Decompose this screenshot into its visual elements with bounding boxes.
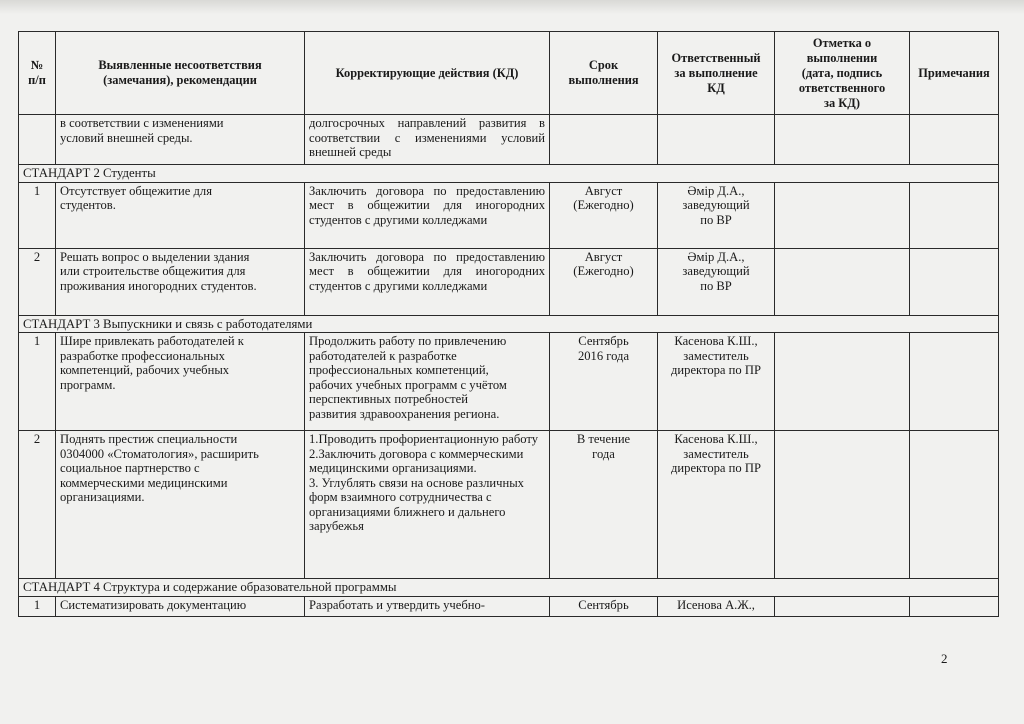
row-mark xyxy=(775,182,910,248)
row-deadline: Август (Ежегодно) xyxy=(550,248,658,315)
row-action-item: 3. Углублять связи на основе различных форм взаимного сотрудничества с организациями ближнего и дальнего зарубежья xyxy=(309,475,524,533)
row-num: 1 xyxy=(19,596,56,616)
row-action: Продолжить работу по привлечению работодателей к разработке профессиональных компетенций, рабочих учебных программ с учётом перспективных потребностей развития здравоохранения региона. xyxy=(305,333,550,431)
row-responsible: Әмір Д.А., заведующий по ВР xyxy=(658,248,775,315)
row-action: Разработать и утвердить учебно- xyxy=(305,596,550,616)
row-finding: Поднять престиж специальности 0304000 «Стоматология», расширить социальное партнерство с коммерческими медицинскими организациями. xyxy=(56,431,305,579)
row-num: 2 xyxy=(19,431,56,579)
row-action-item: 1.Проводить профориентационную работу xyxy=(309,432,539,446)
row-num: 2 xyxy=(19,248,56,315)
row-num: 1 xyxy=(19,333,56,431)
row-finding: Решать вопрос о выделении здания или строительстве общежития для проживания иногородних студентов. xyxy=(56,248,305,315)
carryover-mark xyxy=(775,115,910,165)
row-responsible: Әмір Д.А., заведующий по ВР xyxy=(658,182,775,248)
table-row xyxy=(19,333,999,431)
row-notes xyxy=(910,182,999,248)
row-notes xyxy=(910,431,999,579)
table-row xyxy=(19,431,999,579)
section-header-standard-3 xyxy=(19,315,999,333)
section-header-standard-4 xyxy=(19,579,999,597)
row-notes xyxy=(910,248,999,315)
row-mark xyxy=(775,596,910,616)
row-finding: Шире привлекать работодателей к разработке профессиональных компетенций, рабочих учебных программ. xyxy=(56,333,305,431)
section-title: СТАНДАРТ 3 Выпускники и связь с работодателями xyxy=(19,315,999,333)
header-notes: Примечания xyxy=(910,32,999,115)
row-action-list xyxy=(305,431,550,579)
row-action-item: 2.Заключить договора с коммерческими медицинскими организациями. xyxy=(309,446,524,475)
row-deadline: В течение года xyxy=(550,431,658,579)
row-responsible: Касенова К.Ш., заместитель директора по ПР xyxy=(658,333,775,431)
header-responsible: Ответственный за выполнение КД xyxy=(658,32,775,115)
row-mark xyxy=(775,333,910,431)
carryover-notes xyxy=(910,115,999,165)
carryover-finding: в соответствии с изменениями условий внешней среды. xyxy=(56,115,305,165)
row-responsible: Исенова А.Ж., xyxy=(658,596,775,616)
table-row xyxy=(19,248,999,315)
carryover-row xyxy=(19,115,999,165)
row-mark xyxy=(775,248,910,315)
table-row xyxy=(19,182,999,248)
corrective-actions-table xyxy=(18,31,999,617)
header-findings: Выявленные несоответствия (замечания), рекомендации xyxy=(56,32,305,115)
header-num: № п/п xyxy=(19,32,56,115)
carryover-deadline xyxy=(550,115,658,165)
row-finding: Систематизировать документацию xyxy=(56,596,305,616)
row-mark xyxy=(775,431,910,579)
row-deadline: Сентябрь 2016 года xyxy=(550,333,658,431)
row-deadline: Сентябрь xyxy=(550,596,658,616)
page-number: 2 xyxy=(941,651,948,666)
section-header-standard-2 xyxy=(19,165,999,183)
section-title: СТАНДАРТ 2 Студенты xyxy=(19,165,999,183)
row-deadline: Август (Ежегодно) xyxy=(550,182,658,248)
row-action: Заключить договора по предоставлению мест в общежитии для иногородних студентов с другими колледжами xyxy=(305,248,550,315)
carryover-action: долгосрочных направлений развития в соответствии с изменениями условий внешней среды xyxy=(305,115,550,165)
row-action: Заключить договора по предоставлению мест в общежитии для иногородних студентов с другими колледжами xyxy=(305,182,550,248)
carryover-num xyxy=(19,115,56,165)
header-completion-mark: Отметка о выполнении (дата, подпись ответственного за КД) xyxy=(775,32,910,115)
header-row xyxy=(19,32,999,115)
row-notes xyxy=(910,596,999,616)
carryover-responsible xyxy=(658,115,775,165)
header-deadline: Срок выполнения xyxy=(550,32,658,115)
row-responsible: Касенова К.Ш., заместитель директора по ПР xyxy=(658,431,775,579)
section-title: СТАНДАРТ 4 Структура и содержание образовательной программы xyxy=(19,579,999,597)
scan-top-edge xyxy=(0,0,1024,14)
header-actions: Корректирующие действия (КД) xyxy=(305,32,550,115)
table-row xyxy=(19,596,999,616)
row-num: 1 xyxy=(19,182,56,248)
row-finding: Отсутствует общежитие для студентов. xyxy=(56,182,305,248)
row-notes xyxy=(910,333,999,431)
